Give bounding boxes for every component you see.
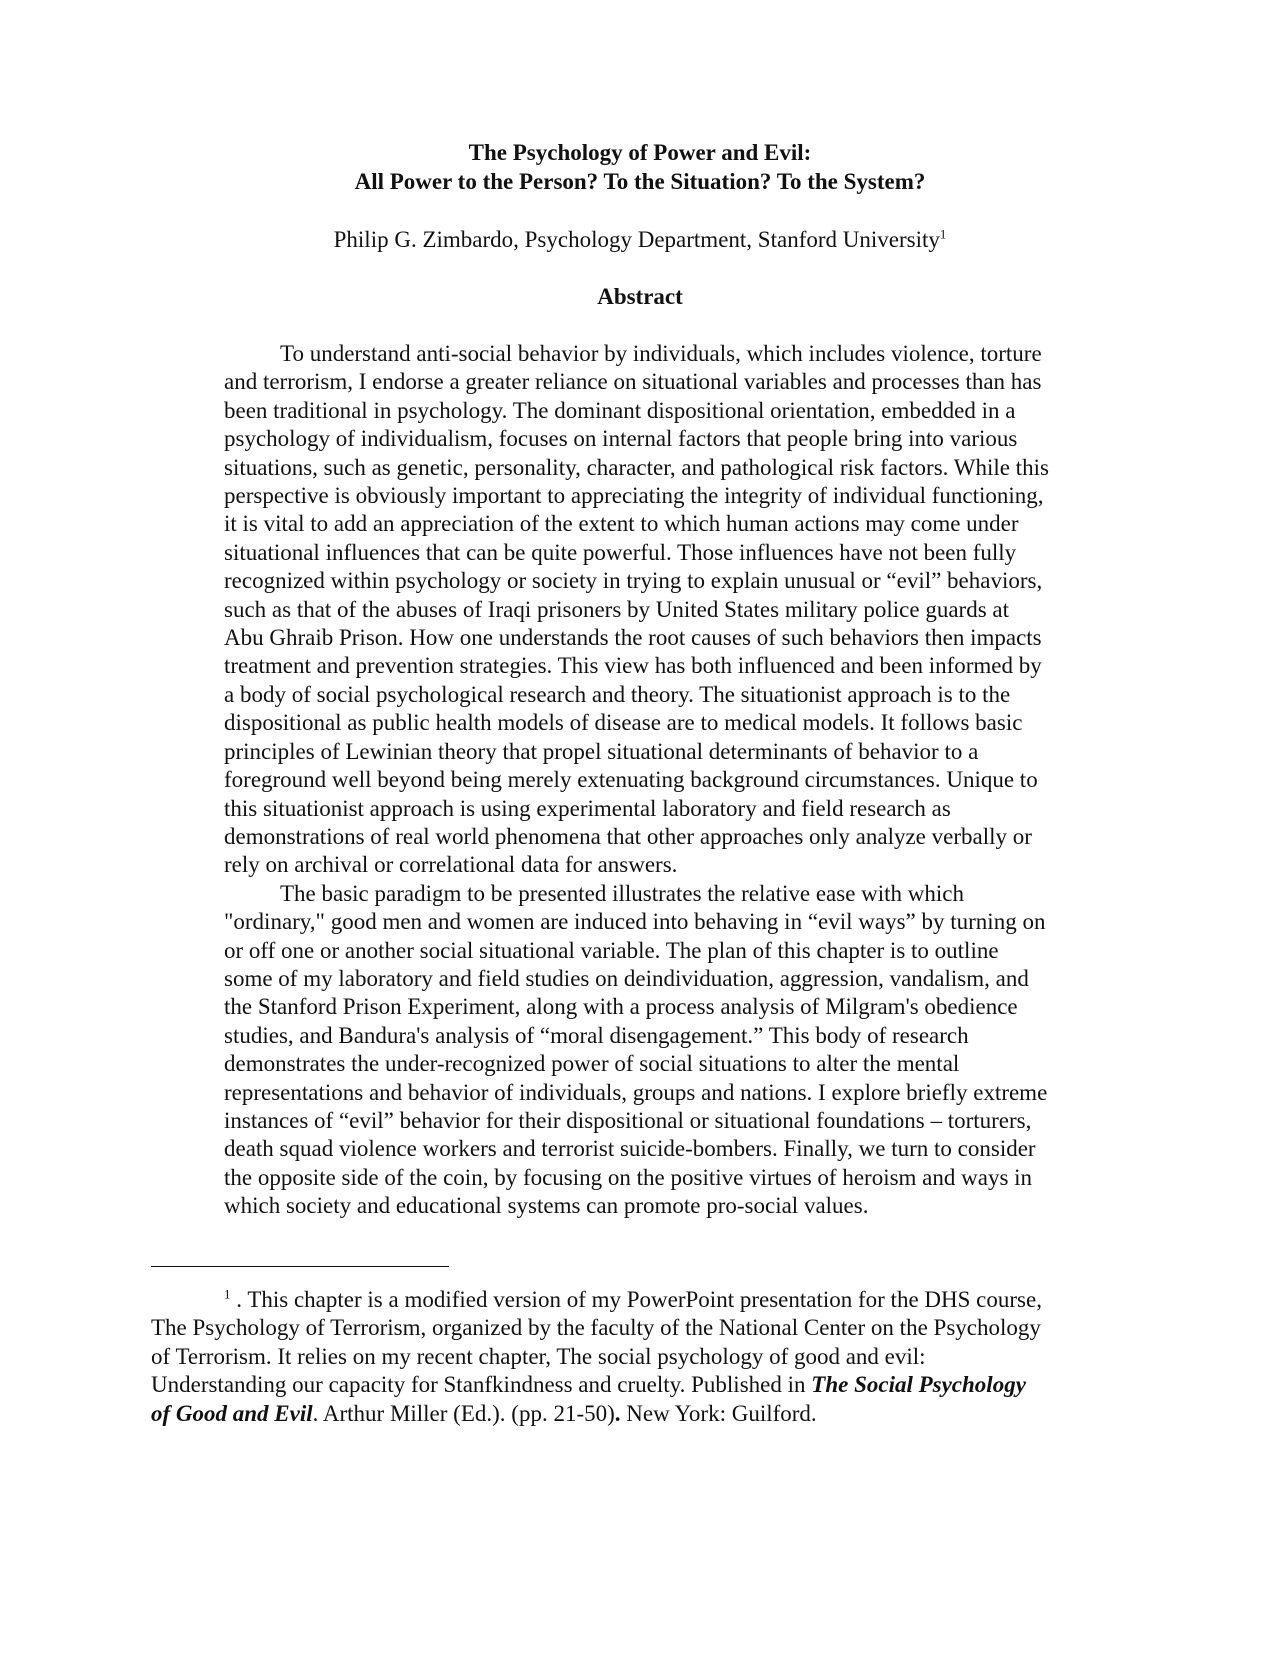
footnote-line-1: [151, 1286, 1141, 1314]
footnote: [151, 1286, 1141, 1428]
footnote-line-4: [151, 1371, 1141, 1399]
abstract-body: [224, 340, 1124, 1221]
footnote-text: New York: Guilford.: [620, 1400, 817, 1426]
document-title: [0, 138, 1280, 196]
text-line: demonstrates the under-recognized power of social situations to alter the mental: [224, 1051, 960, 1077]
text-line: a body of social psychological research and theory. The situationist approach is to the: [224, 681, 1011, 707]
text-line: the Stanford Prison Experiment, along with a process analysis of Milgram's obedience: [224, 994, 1018, 1020]
title-line-1: The Psychology of Power and Evil:: [468, 140, 812, 165]
text-line: which society and educational systems can promote pro-social values.: [224, 1193, 869, 1219]
text-line: it is vital to add an appreciation of the extent to which human actions may come under: [224, 511, 1019, 537]
footnote-line-2: The Psychology of Terrorism, organized by the faculty of the National Center on the Psychology: [151, 1315, 1041, 1341]
text-line: situations, such as genetic, personality, character, and pathological risk factors. While this: [224, 454, 1049, 480]
abstract-paragraph-1: [224, 340, 1124, 880]
text-line: "ordinary," good men and women are induced into behaving in “evil ways” by turning on: [224, 909, 1046, 935]
footnote-period: .: [614, 1400, 621, 1426]
text-line: the opposite side of the coin, by focusing on the positive virtues of heroism and ways in: [224, 1164, 1033, 1190]
text-line: To understand anti-social behavior by individuals, which includes violence, torture: [280, 341, 1042, 366]
text-line: or off one or another social situational variable. The plan of this chapter is to outline: [224, 937, 999, 963]
footnote-line-5: [151, 1400, 1141, 1428]
footnote-marker: 1: [224, 1286, 231, 1302]
text-line: been traditional in psychology. The dominant dispositional orientation, embedded in a: [224, 397, 1016, 423]
text-line: recognized within psychology or society in trying to explain unusual or “evil” behaviors,: [224, 568, 1043, 594]
footnote-text: . Arthur Miller (Ed.). (pp. 21-50): [312, 1400, 615, 1426]
text-line: demonstrations of real world phenomena that other approaches only analyze verbally or: [224, 823, 1032, 849]
text-line: studies, and Bandura's analysis of “moral disengagement.” This body of research: [224, 1022, 969, 1048]
text-line: and terrorism, I endorse a greater reliance on situational variables and processes than has: [224, 369, 1042, 395]
text-line: foreground well beyond being merely extenuating background circumstances. Unique to: [224, 767, 1038, 793]
text-line: dispositional as public health models of disease are to medical models. It follows basic: [224, 710, 1023, 736]
footnote-separator: [151, 1266, 449, 1267]
text-line: principles of Lewinian theory that propel situational determinants of behavior to a: [224, 738, 979, 764]
text-line: representations and behavior of individuals, groups and nations. I explore briefly extreme: [224, 1079, 1048, 1105]
title-line-2: All Power to the Person? To the Situation? To the System?: [354, 169, 926, 194]
abstract-paragraph-2: [224, 880, 1124, 1221]
text-line: Abu Ghraib Prison. How one understands the root causes of such behaviors then impacts: [224, 625, 1042, 651]
text-line: rely on archival or correlational data for answers.: [224, 852, 678, 878]
text-line: some of my laboratory and field studies on deindividuation, aggression, vandalism, and: [224, 965, 1029, 991]
author-affiliation: [0, 226, 1280, 254]
footnote-line-3: of Terrorism. It relies on my recent chapter, The social psychology of good and evil:: [151, 1343, 926, 1369]
book-title-part-2: of Good and Evil: [151, 1400, 313, 1426]
text-line: psychology of individualism, focuses on internal factors that people bring into various: [224, 426, 1018, 452]
book-title-part-1: The Social Psychology: [811, 1372, 1026, 1398]
text-line: situational influences that can be quite powerful. Those influences have not been fully: [224, 539, 1017, 565]
text-line: treatment and prevention strategies. This view has both influenced and been informed by: [224, 653, 1042, 679]
text-line: death squad violence workers and terrorist suicide-bombers. Finally, we turn to consider: [224, 1136, 1036, 1162]
text-line: such as that of the abuses of Iraqi prisoners by United States military police guards at: [224, 596, 1009, 622]
author-text: Philip G. Zimbardo, Psychology Department, Stanford University: [333, 227, 940, 252]
text-line: this situationist approach is using experimental laboratory and field research as: [224, 795, 951, 821]
text-line: The basic paradigm to be presented illustrates the relative ease with which: [280, 880, 965, 906]
abstract-heading: Abstract: [597, 284, 683, 309]
text-line: instances of “evil” behavior for their dispositional or situational foundations – torturers,: [224, 1107, 1032, 1133]
author-footnote-marker[interactable]: 1: [939, 226, 947, 242]
text-line: perspective is obviously important to appreciating the integrity of individual functioning,: [224, 483, 1044, 509]
footnote-text: . This chapter is a modified version of my PowerPoint presentation for the DHS course,: [230, 1287, 1042, 1312]
footnote-text: Understanding our capacity for Stanfkindness and cruelty. Published in: [151, 1372, 812, 1398]
